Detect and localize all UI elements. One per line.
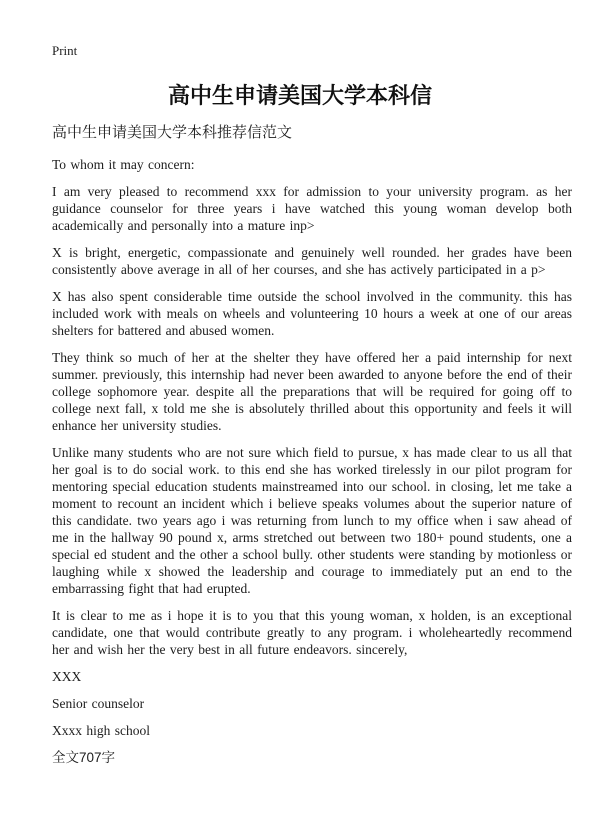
letter-body <box>52 156 572 766</box>
salutation: To whom it may concern: <box>52 157 195 172</box>
signature-school: Xxxx high school <box>52 723 150 738</box>
page-title: 高中生申请美国大学本科信 <box>167 83 432 108</box>
letter-paragraph-1: I am very pleased to recommend xxx for admission to your university program. as her guidance counselor for three years i have watched this young woman develop both academically and personally into a mature inp> <box>52 184 572 233</box>
page-subtitle: 高中生申请美国大学本科推荐信范文 <box>52 124 293 141</box>
letter-paragraph-5: Unlike many students who are not sure which field to pursue, x has made clear to us all that her goal is to do social work. to this end she has worked tirelessly in our pilot program for mentoring special education students mainstreamed into our school. in closing, let me take a moment to recount an incident which i believe speaks volumes about the superior nature of this candidate. two years ago i was returning from lunch to my office when i saw ahead of me in the hallway 90 pound x, arms stretched out between two 180+ pound students, one a special ed student and the other a school bully. other students were standing by motionless or laughing while x showed the leadership and courage to immediately put an end to the embarrassing fight that had erupted. <box>52 445 572 596</box>
letter-paragraph-4: They think so much of her at the shelter they have offered her a paid internship for next summer. previously, this internship had never been awarded to anyone before the end of their college sophomore year. despite all the preparations that will be required for going off to college next fall, x told me she is absolutely thrilled about this opportunity and feels it will enhance her university studies. <box>52 350 572 433</box>
signature-name: XXX <box>52 669 82 684</box>
letter-paragraph-3: X has also spent considerable time outside the school involved in the community. this has included work with meals on wheels and volunteering 10 hours a week at one of our areas shelters for battered and abused women. <box>52 289 572 338</box>
signature-role: Senior counselor <box>52 696 145 711</box>
word-count: 全文707字 <box>52 750 116 765</box>
letter-paragraph-2: X is bright, energetic, compassionate and genuinely well rounded. her grades have been consistently above average in all of her courses, and she has actively participated in a p> <box>52 245 572 277</box>
print-button[interactable]: Print <box>52 43 78 58</box>
letter-paragraph-6: It is clear to me as i hope it is to you that this young woman, x holden, is an exceptional candidate, one that would contribute greatly to any program. i wholeheartedly recommend her and wish her the very best in all future endeavors. sincerely, <box>52 608 572 657</box>
